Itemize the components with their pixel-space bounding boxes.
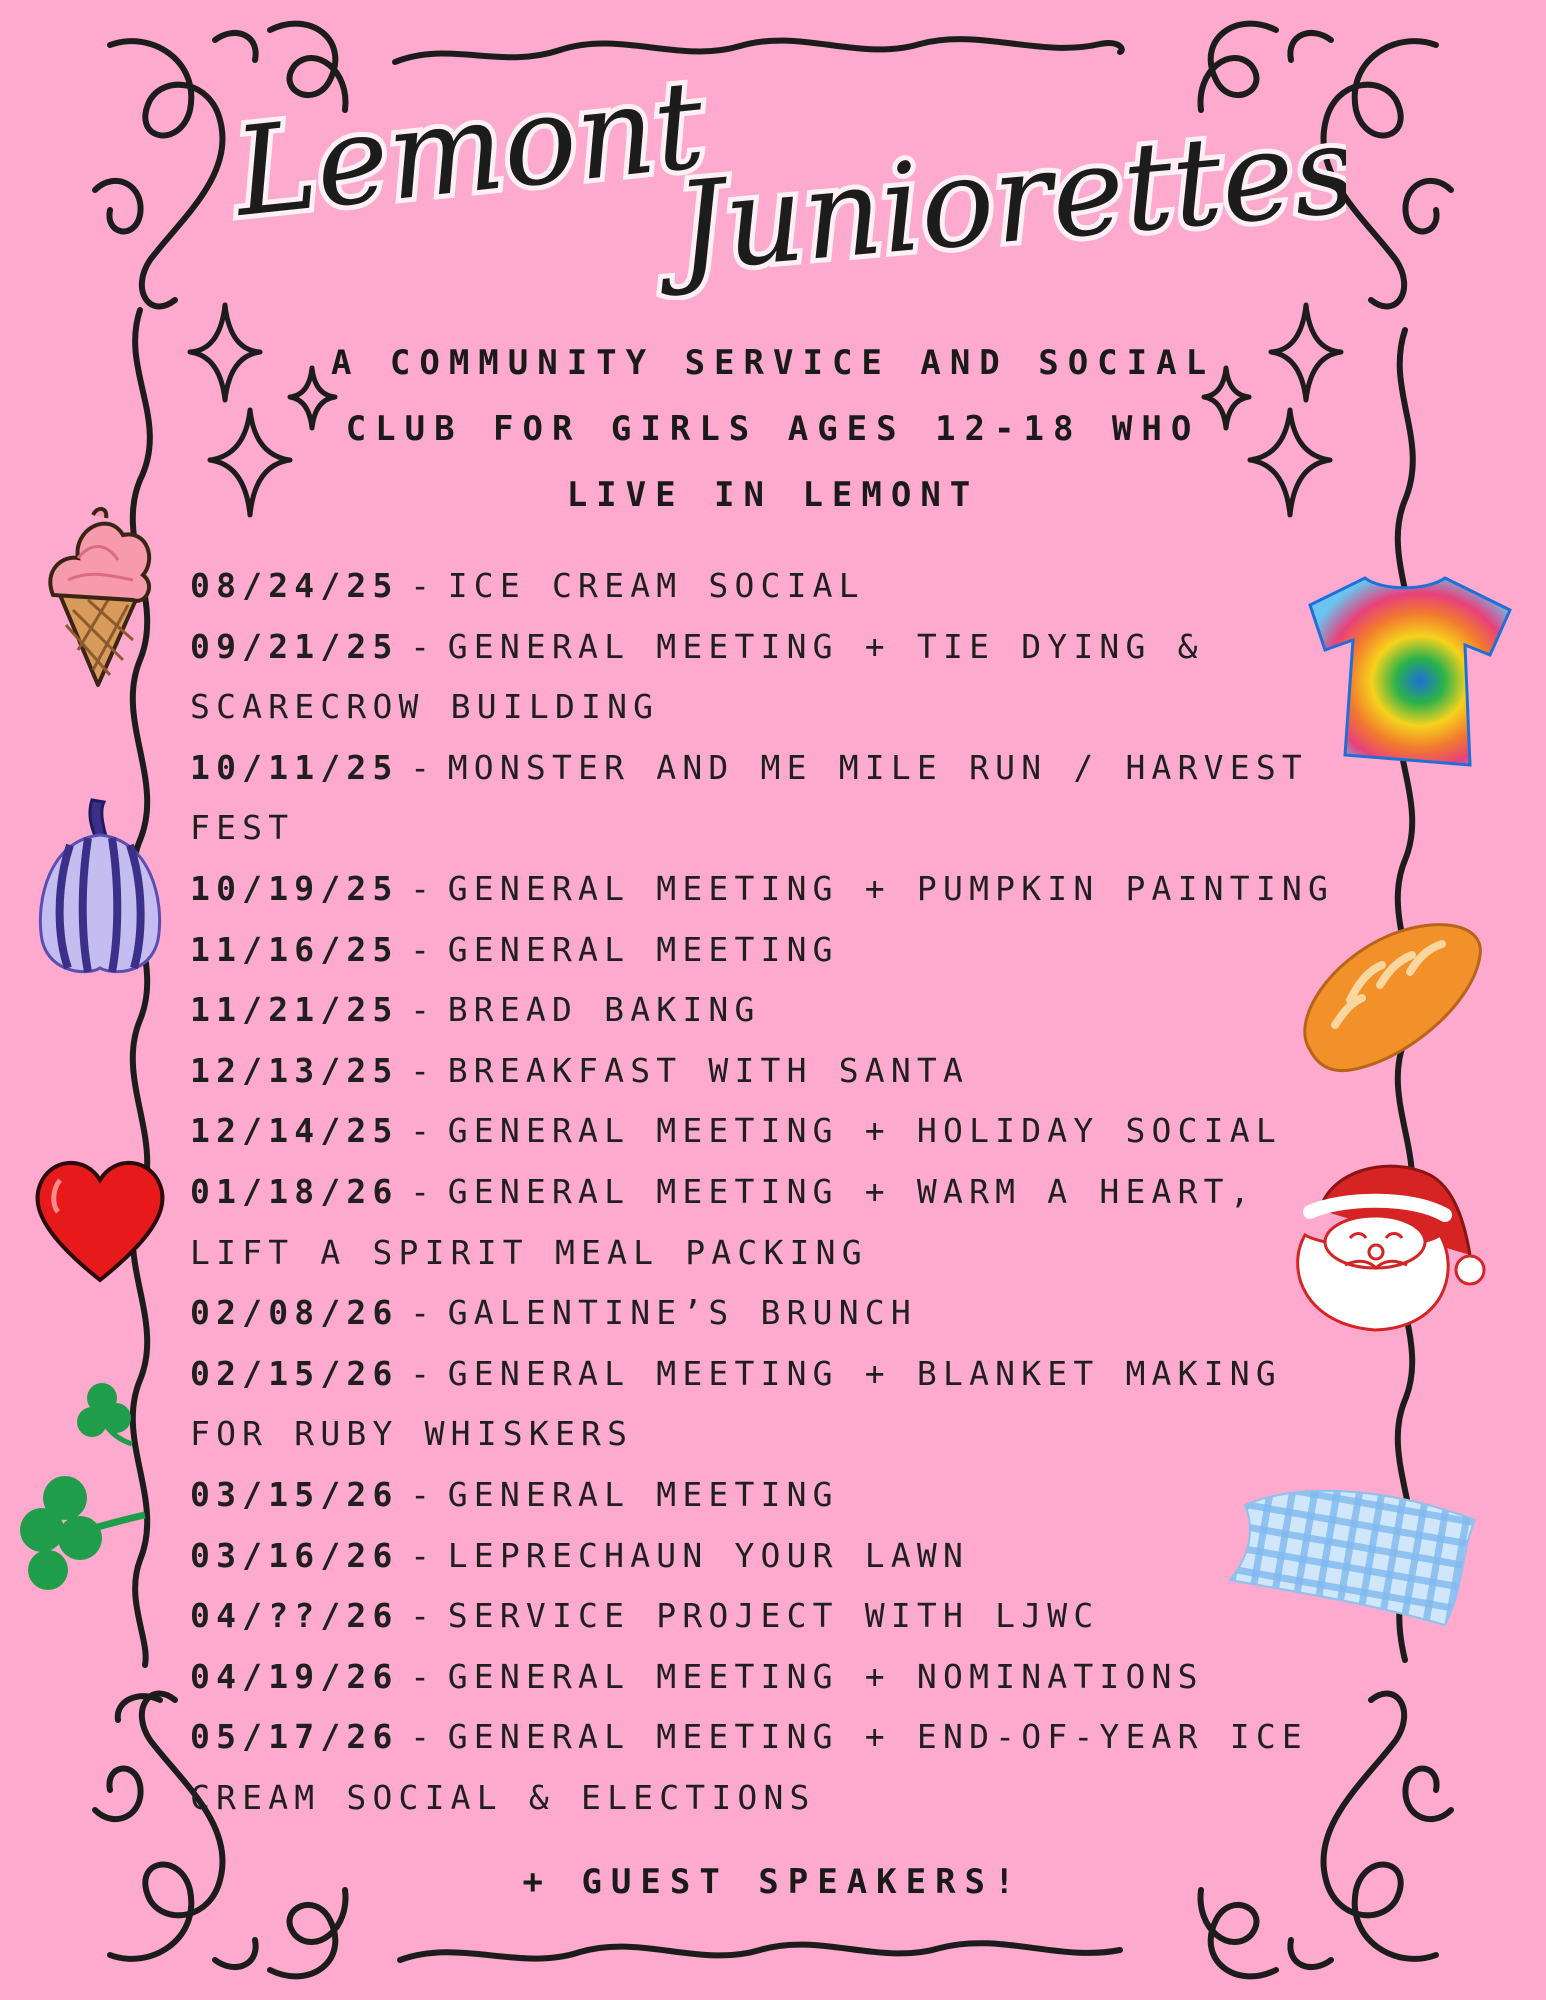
event-item bbox=[190, 1041, 1340, 1102]
description-line: CLUB FOR GIRLS AGES 12-18 WHO bbox=[345, 409, 1201, 449]
event-item bbox=[190, 1162, 1340, 1283]
event-title: GENERAL MEETING + END-OF-YEAR ICE CREAM SOCIAL & ELECTIONS bbox=[190, 1717, 1308, 1817]
pumpkin-icon bbox=[30, 790, 170, 980]
event-separator: - bbox=[410, 1535, 437, 1575]
event-date: 09/21/25 bbox=[190, 626, 399, 666]
event-item bbox=[190, 859, 1340, 920]
event-date: 04/19/26 bbox=[190, 1656, 399, 1696]
event-separator: - bbox=[410, 990, 437, 1030]
event-title: LEPRECHAUN YOUR LAWN bbox=[447, 1535, 970, 1575]
santa-icon bbox=[1280, 1150, 1490, 1335]
event-date: 03/15/26 bbox=[190, 1474, 399, 1514]
event-separator: - bbox=[410, 1353, 437, 1393]
shamrock-icon bbox=[20, 1380, 160, 1600]
event-title: MONSTER AND ME MILE RUN / HARVEST FEST bbox=[190, 747, 1308, 848]
event-separator: - bbox=[410, 868, 437, 908]
event-item bbox=[190, 1344, 1340, 1465]
event-item bbox=[190, 1526, 1340, 1587]
event-title: GENERAL MEETING + NOMINATIONS bbox=[447, 1656, 1204, 1696]
event-title: GENERAL MEETING + PUMPKIN PAINTING bbox=[447, 868, 1335, 908]
event-date: 03/16/26 bbox=[190, 1535, 399, 1575]
event-date: 08/24/25 bbox=[190, 566, 399, 605]
tie-dye-shirt-icon bbox=[1305, 570, 1515, 770]
event-title: GENERAL MEETING bbox=[447, 929, 839, 969]
event-date: 12/13/25 bbox=[190, 1050, 399, 1090]
event-date: 12/14/25 bbox=[190, 1111, 399, 1151]
guest-speakers-note: + GUEST SPEAKERS! bbox=[522, 1862, 1024, 1902]
event-item bbox=[190, 920, 1340, 981]
ice-cream-icon bbox=[38, 500, 158, 690]
event-item bbox=[190, 1647, 1340, 1708]
event-separator: - bbox=[410, 1171, 437, 1211]
blanket-icon bbox=[1225, 1475, 1485, 1630]
event-date: 04/??/26 bbox=[190, 1596, 399, 1636]
event-item bbox=[190, 617, 1340, 738]
event-date: 10/11/25 bbox=[190, 747, 399, 787]
event-item bbox=[190, 738, 1340, 859]
event-item bbox=[190, 1101, 1340, 1162]
event-item bbox=[190, 1465, 1340, 1526]
event-separator: - bbox=[410, 626, 437, 666]
event-date: 05/17/26 bbox=[190, 1717, 399, 1757]
description-line: LIVE IN LEMONT bbox=[566, 475, 980, 515]
event-item bbox=[190, 1586, 1340, 1647]
title-word-lemont: Lemont bbox=[228, 70, 711, 244]
event-date: 10/19/25 bbox=[190, 868, 399, 908]
title-word-juniorettes: Juniorettes bbox=[670, 97, 1346, 299]
event-separator: - bbox=[410, 566, 437, 605]
event-title: GALENTINE’S BRUNCH bbox=[447, 1293, 917, 1333]
event-separator: - bbox=[410, 1596, 437, 1636]
event-title: ICE CREAM SOCIAL bbox=[447, 566, 865, 605]
event-title: GENERAL MEETING + TIE DYING & SCARECROW BUILDING bbox=[190, 626, 1204, 727]
event-separator: - bbox=[410, 1111, 437, 1151]
bread-icon bbox=[1290, 910, 1490, 1080]
event-date: 01/18/26 bbox=[190, 1171, 399, 1211]
event-date: 11/21/25 bbox=[190, 990, 399, 1030]
event-title: BREAD BAKING bbox=[447, 990, 761, 1030]
event-separator: - bbox=[410, 1474, 437, 1514]
event-item bbox=[190, 1283, 1340, 1344]
event-item bbox=[190, 1707, 1340, 1828]
event-title: GENERAL MEETING + WARM A HEART, LIFT A SPIRIT MEAL PACKING bbox=[190, 1171, 1256, 1272]
event-title: SERVICE PROJECT WITH LJWC bbox=[447, 1596, 1100, 1636]
event-item bbox=[190, 980, 1340, 1041]
club-title bbox=[200, 70, 1346, 300]
event-title: GENERAL MEETING + HOLIDAY SOCIAL bbox=[447, 1111, 1282, 1151]
event-date: 11/16/25 bbox=[190, 929, 399, 969]
event-date: 02/15/26 bbox=[190, 1353, 399, 1393]
event-separator: - bbox=[410, 929, 437, 969]
event-separator: - bbox=[410, 1717, 437, 1757]
event-title: GENERAL MEETING bbox=[447, 1474, 839, 1514]
event-schedule bbox=[190, 556, 1340, 1828]
heart-icon bbox=[30, 1150, 170, 1290]
event-title: BREAKFAST WITH SANTA bbox=[447, 1050, 970, 1090]
event-separator: - bbox=[410, 1293, 437, 1333]
club-description bbox=[330, 330, 1216, 528]
event-separator: - bbox=[410, 1656, 437, 1696]
event-item bbox=[190, 556, 1340, 617]
event-separator: - bbox=[410, 1050, 437, 1090]
description-line: A COMMUNITY SERVICE AND SOCIAL bbox=[330, 343, 1216, 383]
event-separator: - bbox=[410, 747, 437, 787]
event-date: 02/08/26 bbox=[190, 1293, 399, 1333]
event-title: GENERAL MEETING + BLANKET MAKING FOR RUBY WHISKERS bbox=[190, 1353, 1282, 1454]
